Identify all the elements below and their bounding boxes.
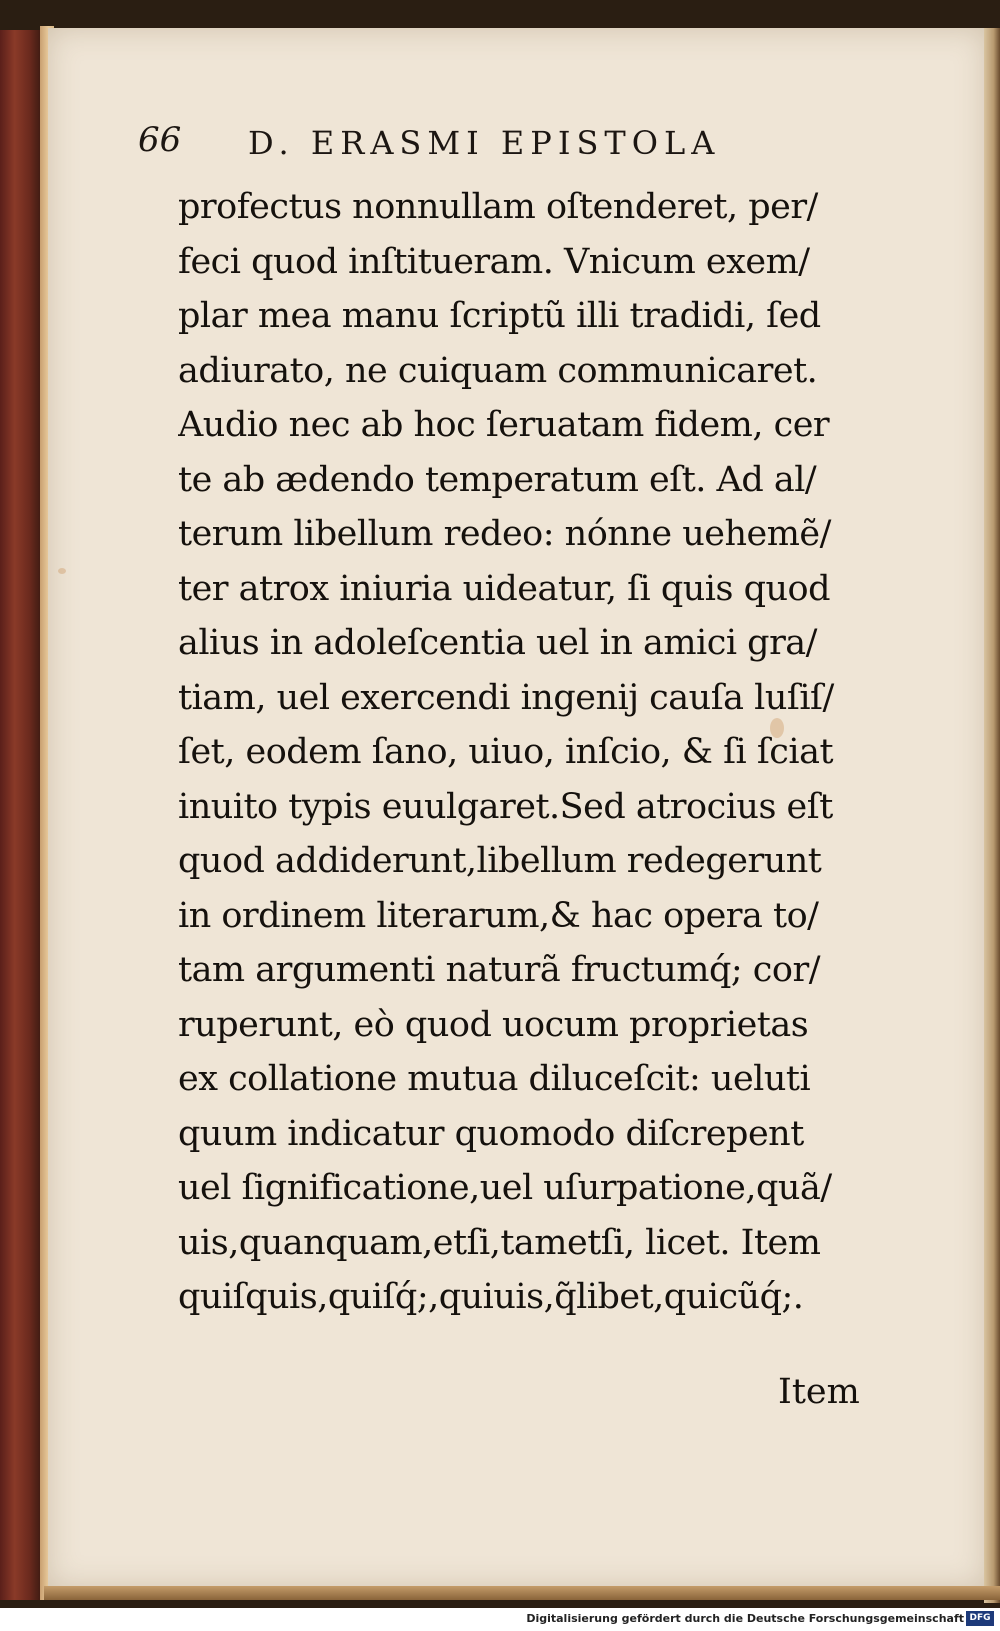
text-line: tiam, uel exercendi ingenij cauſa luſiſ/: [178, 677, 834, 718]
folio-number: 66: [138, 120, 182, 160]
text-line: adiurato, ne cuiquam communicaret.: [178, 350, 818, 391]
text-line: inuito typis euulgaret.Sed atrocius eſt: [178, 786, 833, 827]
dfg-logo-icon: DFG: [966, 1611, 994, 1626]
text-line: Audio nec ab hoc ſeruatam fidem, cer: [178, 405, 830, 445]
running-title: D. ERASMI EPISTOLA: [248, 124, 721, 162]
digitization-footer: [0, 1608, 1000, 1631]
page-edge-bottom: [44, 1586, 1000, 1600]
text-line: plar mea manu ſcriptũ illi tradidi, ſed: [178, 296, 821, 336]
text-line: tam argumenti naturã fructumq́; cor/: [178, 950, 820, 990]
text-line: uel ſignificatione,uel uſurpatione,quã/: [178, 1168, 832, 1208]
text-line: terum libellum redeo: nónne uehemẽ/: [178, 514, 831, 554]
text-line: ter atrox iniuria uideatur, ſi quis quod: [178, 568, 831, 609]
text-line: alius in adoleſcentia uel in amici gra/: [178, 623, 817, 663]
paper-stain: [58, 568, 66, 574]
book-spine: [0, 30, 42, 1600]
footer-credit: Digitalisierung gefördert durch die Deutsche Forschungsgemeinschaft: [526, 1612, 964, 1625]
text-line: quum indicatur quomodo diſcrepent: [178, 1113, 804, 1154]
text-line: profectus nonnullam oſtenderet, per/: [178, 187, 818, 227]
page-edge-right: [984, 28, 1000, 1603]
text-block: [178, 180, 858, 1325]
text-line: uis,quanquam,etſi,tametſi, licet. Item: [178, 1222, 821, 1263]
text-line: in ordinem literarum,& hac opera to/: [178, 895, 819, 936]
page-header: [138, 120, 838, 170]
text-line: ſet, eodem ſano, uiuo, inſcio, & ſi ſciat: [178, 732, 834, 772]
text-line: quiſquis,quiſq́;,quiuis,q̃libet,quicũq́;.: [178, 1277, 804, 1317]
text-line: feci quod inſtitueram. Vnicum exem/: [178, 241, 810, 282]
text-line: ex collatione mutua diluceſcit: ueluti: [178, 1059, 811, 1099]
catchword: Item: [778, 1372, 860, 1412]
text-line: te ab ædendo temperatum eſt. Ad al/: [178, 459, 817, 500]
text-line: quod addiderunt,libellum redegerunt: [178, 841, 822, 881]
text-line: ruperunt, eò quod uocum proprietas: [178, 1004, 809, 1045]
